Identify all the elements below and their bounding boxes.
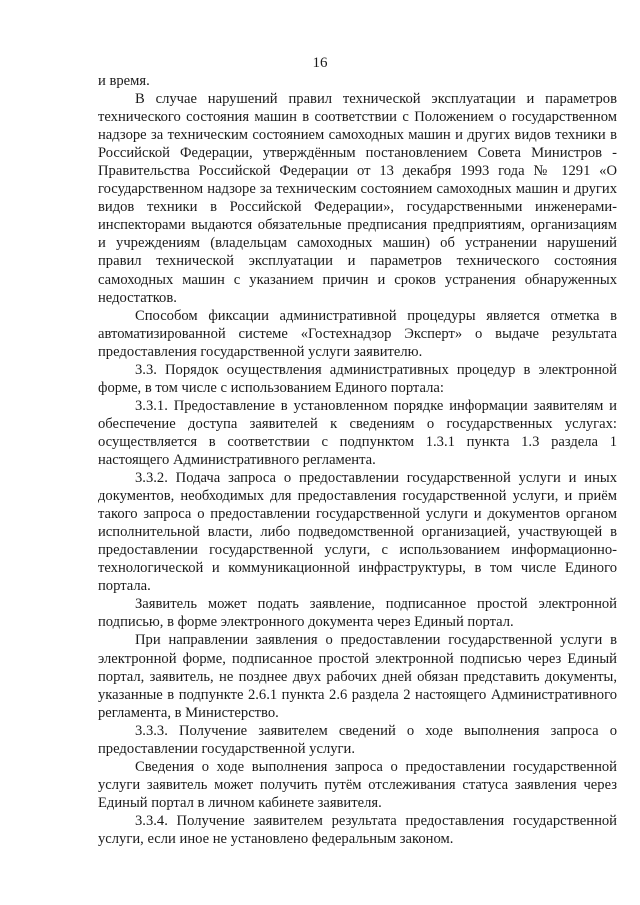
paragraph-continuation: и время. (98, 73, 150, 89)
paragraph-violations-prescriptions: В случае нарушений правил технической эксплуатации и параметров технического состояния машин в соответствии с Положением о государственном надзоре за техническим состоянием самоходных машин и других видов техники в Российской Федерации, утверждённым постановлением Совета Министров - Правительства Российской Федерации от 13 декабря 1993 года № 1291 «О государственном надзоре за техническим состоянием самоходных машин и других видов техники в Российской Федерации», государственными инженерами-инспекторами выдаются обязательные предписания предприятиям, организациям и учреждениям (владельцам самоходных машин) об устранении нарушений правил технической эксплуатации и параметров технического состояния самоходных машин с указанием причин и сроков устранения обнаруженных недостатков. (98, 91, 617, 306)
paragraph-fixation-method: Способом фиксации административной процедуры является отметка в автоматизированной системе «Гостехнадзор Эксперт» о выдаче результата предоставления государственной услуги заявителю. (98, 307, 617, 360)
paragraph-3-3-4: 3.3.4. Получение заявителем результата предоставления государственной услуги, если иное не установлено федеральным законом. (98, 812, 617, 847)
paragraph-status-tracking: Сведения о ходе выполнения запроса о предоставлении государственной услуги заявитель может получить путём отслеживания статуса заявления через Единый портал в личном кабинете заявителя. (98, 758, 617, 811)
paragraph-applicant-signature: Заявитель может подать заявление, подписанное простой электронной подписью, в форме электронного документа через Единый портал. (98, 596, 617, 631)
paragraph-electronic-submission: При направлении заявления о предоставлении государственной услуги в электронной форме, подписанное простой электронной подписью через Единый портал, заявитель, не позднее двух рабочих дней обязан представить документы, указанные в подпункте 2.6.1 пункта 2.6 раздела 2 настоящего Административного регламента, в Министерство. (98, 632, 617, 721)
paragraph-3-3-1: 3.3.1. Предоставление в установленном порядке информации заявителям и обеспечение доступа заявителей к сведениям о государственных услугах: осуществляется в соответствии с подпунктом 1.3.1 пункта 1.3 раздела 1 настоящего Административного регламента. (98, 397, 617, 468)
paragraph-3-3: 3.3. Порядок осуществления административных процедур в электронной форме, в том числе с использованием Единого портала: (98, 361, 617, 396)
page-number: 16 (312, 55, 328, 71)
paragraph-3-3-2: 3.3.2. Подача запроса о предоставлении государственной услуги и иных документов, необходимых для предоставления государственной услуги, и приём такого запроса о предоставлении государственной услуги и документов органом исполнительной власти, либо подведомственной организацией, участвующей в предоставлении государственной услуги, с использованием информационно-технологической и коммуникационной инфраструктуры, в том числе Единого портала. (98, 470, 617, 595)
paragraph-3-3-3: 3.3.3. Получение заявителем сведений о ходе выполнения запроса о предоставлении государственной услуги. (98, 722, 617, 757)
document-body (98, 72, 617, 848)
